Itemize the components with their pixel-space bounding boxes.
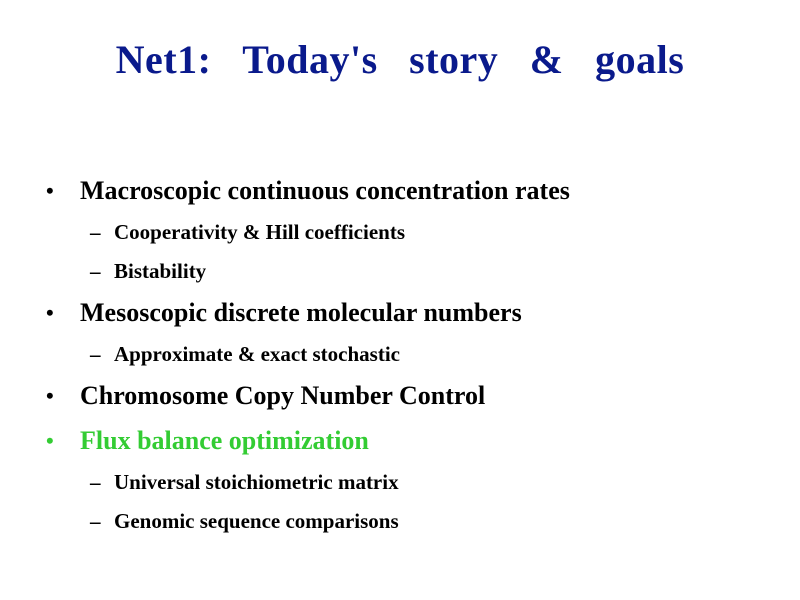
bullet-text: Macroscopic continuous concentration rates — [80, 176, 570, 205]
bullet-marker: • — [46, 383, 54, 408]
sub-bullet-text: Bistability — [114, 259, 207, 283]
slide-title: Net1: Today's story & goals — [115, 37, 685, 82]
bullet-text: Chromosome Copy Number Control — [80, 381, 486, 410]
bullet-marker: • — [46, 428, 54, 453]
sub-bullet-text: Genomic sequence comparisons — [114, 509, 399, 533]
sub-bullet-text: Approximate & exact stochastic — [114, 342, 400, 366]
bullet-text-highlighted: Flux balance optimization — [80, 426, 369, 455]
bullet-marker: • — [46, 300, 54, 325]
dash-marker: – — [90, 509, 101, 533]
sub-bullet-text: Universal stoichiometric matrix — [114, 470, 399, 494]
dash-marker: – — [90, 220, 101, 244]
dash-marker: – — [90, 470, 101, 494]
dash-marker: – — [90, 342, 101, 366]
dash-marker: – — [90, 259, 101, 283]
sub-bullet-text: Cooperativity & Hill coefficients — [114, 220, 406, 244]
bullet-text: Mesoscopic discrete molecular numbers — [80, 298, 522, 327]
bullet-marker: • — [46, 178, 54, 203]
